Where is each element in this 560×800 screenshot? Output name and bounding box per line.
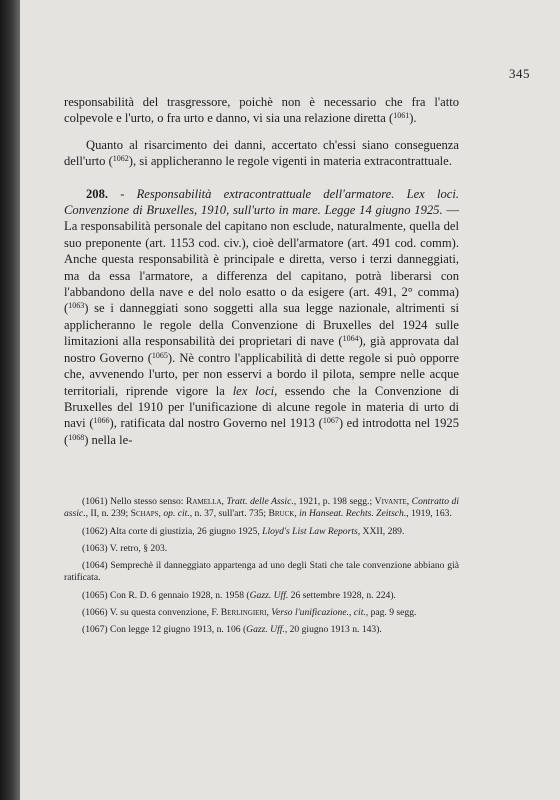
footnote-1061: (1061) Nello stesso senso: Ramella, Tratt. delle Assic., 1921, p. 198 segg.; Vivante, Contratto di assic., II, n. 239; Schaps, op. cit., n. 37, sull'art. 735; Bruck, in Hanseat. Rechts. Zeitsch., 1919, 163. [64,496,459,520]
footnote-1064: (1064) Semprechè il danneggiato appartenga ad uno degli Stati che tale convenzione abbiano già ratificata. [64,560,459,584]
footnote-1062: (1062) Alta corte di giustizia, 26 giugno 1925, Lloyd's List Law Reports, XXII, 289. [82,525,405,537]
footnote-ref-1061: 1061 [393,111,410,121]
footnote-1065: (1065) Con R. D. 6 gennaio 1928, n. 1958 (Gazz. Uff. 26 settembre 1928, n. 224). [82,589,396,601]
section-208: 208. - Responsabilità extracontrattuale dell'armatore. Lex loci. Convenzione di Bruxelles, 1910, sull'urto in mare. Legge 14 giugno 1925. — La responsabilità personale del capitano non esclude, naturalmente, quella del suo preponente (art. 1153 cod. civ.), cioè dell'armatore (art. 491 cod. comm). Anche questa responsabilità è principale e diretta, verso i terzi danneggiati, ma da essa l'armatore, a differenza del capitano, potrà liberarsi con l'abbandono della nave e del nolo esatto o da esigere (art. 491, 2° comma) ($^{1063}$) se i danneggiati sono soggetti alla sua legge nazionale, altrimenti si applicheranno le regole della Convenzione di Bruxelles del 1924 sulle limitazioni alla responsabilità dei proprietari di nave ($^{1064}$), già approvata dal nostro Governo ($^{1065}$). Nè contro l'applicabilità di dette regole si può opporre che, avvenendo l'urto, per non esservi a bordo il pilota, sempre nelle acque territoriali, riprende vigore la lex loci, essendo che la Convenzione di Bruxelles del 1910 per l'unificazione di alcune regole in materia di urto di navi ($^{1066}$), ratificata dal nostro Governo nel 1913 ($^{1067}$) ed introdotta nel 1925 ($^{1068}$) nella le- [64,186,460,447]
footnote-ref-1067: 1067 [322,416,339,426]
main-text [64,94,459,448]
paragraph-continuation: responsabilità del trasgressore, poichè non è necessario che fra l'atto colpevole e l'urto, o fra urto e danno, vi sia una relazione diretta ($^{1061}$). [64,95,459,126]
page-number: 345 [509,66,530,81]
book-spine-shadow [0,0,20,800]
footnote-ref-1062: 1062 [112,154,129,164]
footnote-ref-1064: 1064 [342,334,359,344]
section-heading: Responsabilità extracontrattuale dell'armatore. Lex loci. Convenzione di Bruxelles, 1910, sull'urto in mare. Legge 14 giugno 1925. [64,186,459,218]
footnote-1067: (1067) Con legge 12 giugno 1913, n. 106 (Gazz. Uff., 20 giugno 1913 n. 143). [82,624,382,636]
footnote-ref-1065: 1065 [151,350,168,360]
footnote-ref-1068: 1068 [68,432,85,442]
footnote-1066: (1066) V. su questa convenzione, F. Berlingieri, Verso l'unificazione., cit., pag. 9 segg. [82,607,417,619]
paragraph-damages: Quanto al risarcimento dei danni, accertato ch'essi siano conseguenza dell'urto ($^{1062}$), si applicheranno le regole vigenti in materia extracontrattuale. [64,137,459,169]
section-number: 208. [86,186,109,201]
footnotes [64,496,459,642]
footnote-1063: (1063) V. retro, § 203. [82,542,168,554]
footnote-ref-1066: 1066 [93,416,110,426]
book-page [20,0,560,800]
footnote-ref-1063: 1063 [68,301,85,311]
